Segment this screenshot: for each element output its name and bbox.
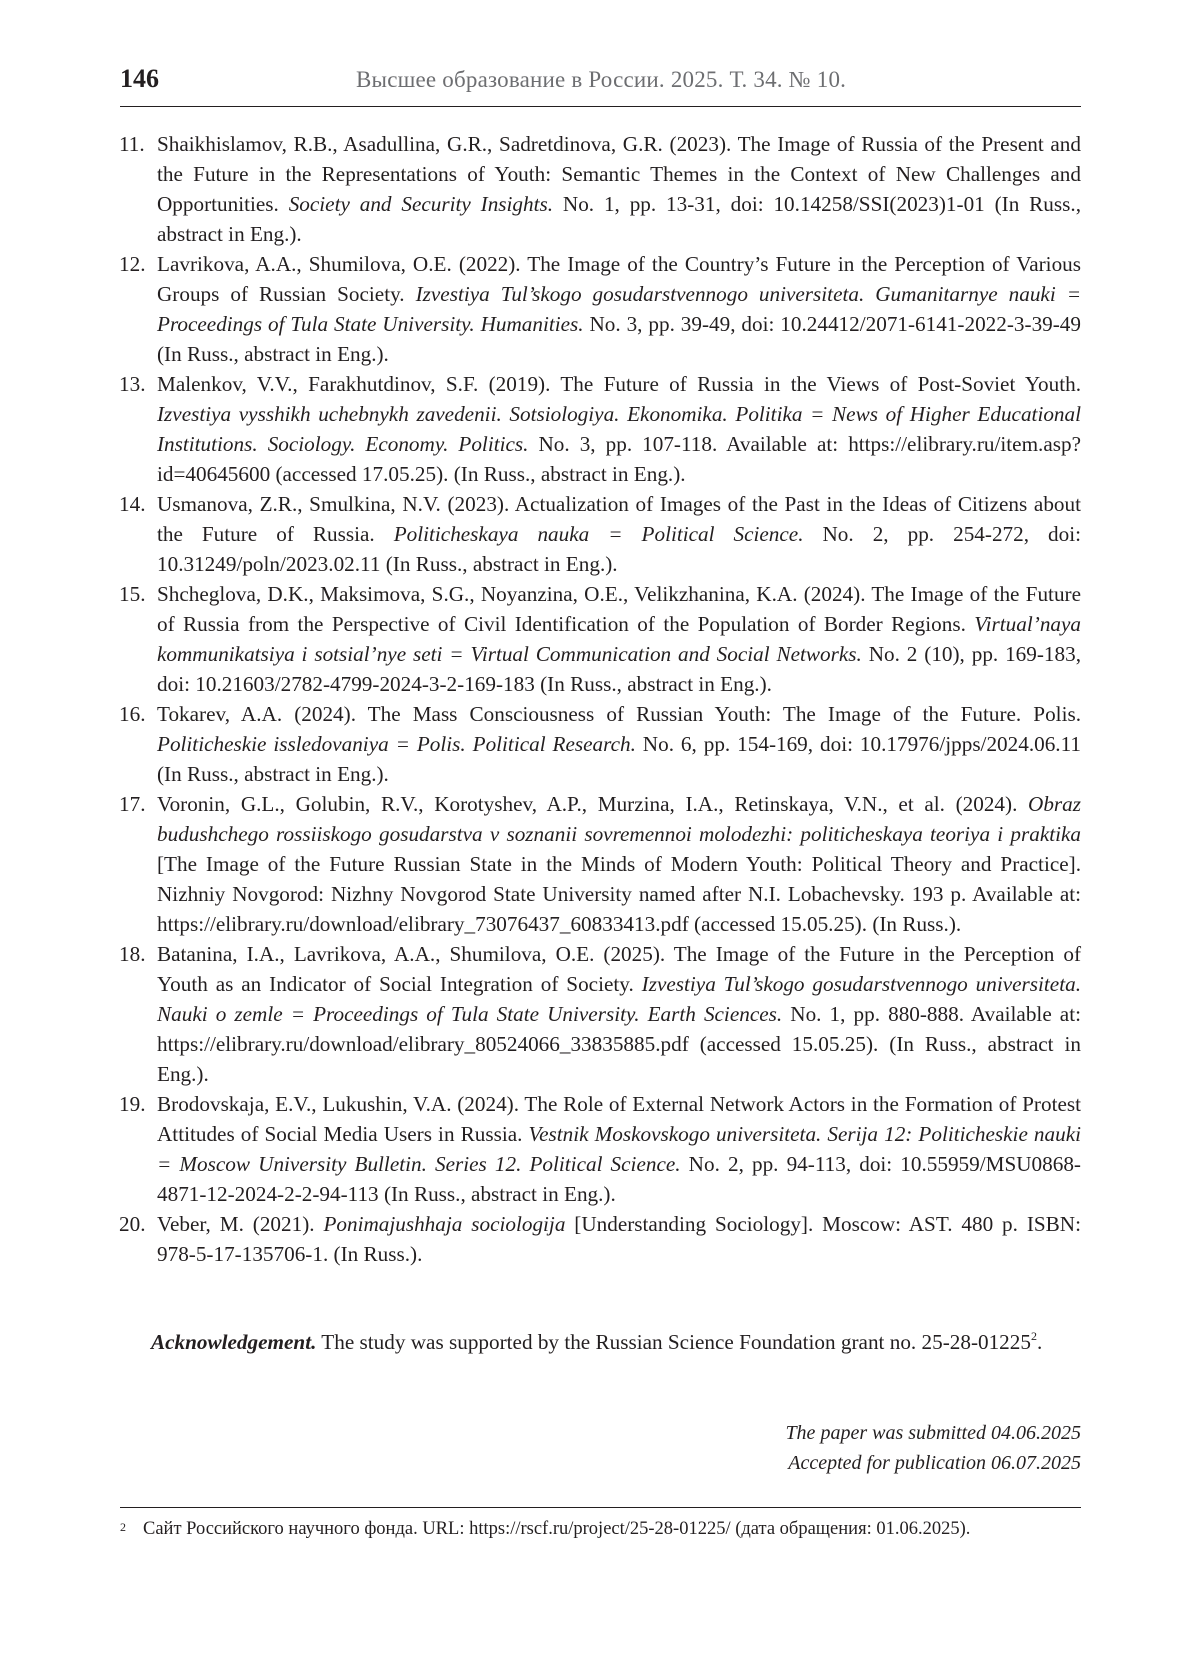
acknowledgement <box>120 1327 1081 1357</box>
acknowledgement-end: . <box>1036 1330 1043 1354</box>
reference-source-title: Politicheskie issledovaniya = Polis. Political Research. <box>157 732 636 756</box>
reference-number: 18. <box>119 942 146 966</box>
accepted-date: Accepted for publication 06.07.2025 <box>788 1452 1081 1474</box>
reference-number: 16. <box>119 702 146 726</box>
reference-text: Malenkov, V.V., Farakhutdinov, S.F. (2019). The Future of Russia in the Views of Post-Soviet Youth. <box>157 372 1081 396</box>
reference-details: No. 1, pp. 13-31, doi: 10.14258/SSI(2023)1-01 (In Russ., abstract in Eng.). <box>157 192 1081 246</box>
reference-item <box>120 579 1081 699</box>
footnote-mark: 2 <box>120 1520 126 1534</box>
submitted-date: The paper was submitted 04.06.2025 <box>785 1422 1081 1444</box>
reference-item <box>120 699 1081 789</box>
reference-item <box>120 939 1081 1089</box>
acknowledgement-text: The study was supported by the Russian Science Foundation grant no. 25-28-01225 <box>316 1330 1031 1354</box>
reference-list <box>120 129 1081 1269</box>
reference-number: 17. <box>119 792 146 816</box>
publication-dates <box>785 1418 1081 1478</box>
footnote-text: Сайт Российского научного фонда. URL: https://rscf.ru/project/25-28-01225/ (дата обращения: 01.06.2025). <box>143 1519 971 1539</box>
footnote <box>120 1516 1081 1542</box>
reference-item <box>120 1209 1081 1269</box>
reference-item <box>120 369 1081 489</box>
reference-source-title: Ponimajushhaja sociologija <box>323 1212 566 1236</box>
reference-source-title: Virtual’naya kommunikatsiya i sotsial’nye seti = Virtual Communication and Social Networks. <box>157 612 1081 666</box>
reference-text: Shaikhislamov, R.B., Asadullina, G.R., Sadretdinova, G.R. (2023). The Image of Russia of the Present and the Future in the Representations of Youth: Semantic Themes in the Context of New Challenges and Opportunities. <box>157 132 1081 216</box>
reference-item <box>120 249 1081 369</box>
reference-text: Batanina, I.A., Lavrikova, A.A., Shumilova, O.E. (2025). The Image of the Future in the Perception of Youth as an Indicator of Social Integration of Society. <box>157 942 1081 996</box>
running-title: Высшее образование в России. 2025. Т. 34. № 10. <box>356 67 847 92</box>
reference-item <box>120 1089 1081 1209</box>
reference-details: [The Image of the Future Russian State in the Minds of Modern Youth: Political Theory and Practice]. Nizhniy Novgorod: Nizhny Novgorod State University named after N.I. Lobachevsky. 193 p. Available at: https://elibrary.ru/download/elibrary_73076437_60833413.pdf (accessed 15.05.25). (In Russ.). <box>157 852 1081 936</box>
reference-source-title: Izvestiya vysshikh uchebnykh zavedenii. Sotsiologiya. Ekonomika. Politika = News of Higher Educational Institutions. Sociology. Economy. Politics. <box>157 402 1081 456</box>
reference-number: 11. <box>119 132 145 156</box>
reference-text: Lavrikova, A.A., Shumilova, O.E. (2022). The Image of the Country’s Future in the Perception of Various Groups of Russian Society. <box>157 252 1081 306</box>
reference-source-title: Izvestiya Tul’skogo gosudarstvennogo universiteta. Gumanitarnye nauki = Proceedings of Tula State University. Humanities. <box>157 282 1081 336</box>
reference-item <box>120 789 1081 939</box>
page-header <box>120 62 1081 107</box>
reference-number: 19. <box>119 1092 146 1116</box>
reference-number: 12. <box>119 252 146 276</box>
reference-text: Voronin, G.L., Golubin, R.V., Korotyshev, A.P., Murzina, I.A., Retinskaya, V.N., et al. (2024). <box>157 792 1029 816</box>
reference-item <box>120 129 1081 249</box>
acknowledgement-label: Acknowledgement. <box>151 1330 317 1354</box>
reference-details: No. 2, pp. 254-272, doi: 10.31249/poln/2023.02.11 (In Russ., abstract in Eng.). <box>157 522 1081 576</box>
reference-item <box>120 489 1081 579</box>
page-number: 146 <box>120 64 159 93</box>
reference-details: No. 2, pp. 94-113, doi: 10.55959/MSU0868-4871-12-2024-2-2-94-113 (In Russ., abstract in Eng.). <box>157 1152 1081 1206</box>
reference-source-title: Vestnik Moskovskogo universiteta. Serija 12: Politicheskie nauki = Moscow University Bulletin. Series 12. Political Science. <box>157 1122 1081 1176</box>
reference-source-title: Society and Security Insights. <box>288 192 554 216</box>
reference-text: Tokarev, A.A. (2024). The Mass Consciousness of Russian Youth: The Image of the Future. Polis. <box>157 702 1081 726</box>
reference-source-title: Politicheskaya nauka = Political Science. <box>393 522 804 546</box>
footnote-reference[interactable]: 2 <box>1030 1329 1037 1343</box>
reference-text: Shcheglova, D.K., Maksimova, S.G., Noyanzina, O.E., Velikzhanina, K.A. (2024). The Image of the Future of Russia from the Perspective of Civil Identification of the Population of Border Regions. <box>157 582 1081 636</box>
reference-text: Veber, M. (2021). <box>157 1212 324 1236</box>
reference-number: 14. <box>119 492 146 516</box>
reference-text: Usmanova, Z.R., Smulkina, N.V. (2023). Actualization of Images of the Past in the Ideas of Citizens about the Future of Russia. <box>157 492 1081 546</box>
reference-details: No. 3, pp. 107-118. Available at: https://elibrary.ru/item.asp?id=40645600 (accessed 17.05.25). (In Russ., abstract in Eng.). <box>157 432 1081 486</box>
footnote-divider <box>120 1507 1081 1508</box>
reference-source-title: Obraz budushchego rossiiskogo gosudarstva v soznanii sovremennoi molodezhi: politicheskaya teoriya i praktika <box>157 792 1081 846</box>
reference-number: 20. <box>119 1212 146 1236</box>
reference-details: No. 6, pp. 154-169, doi: 10.17976/jpps/2024.06.11 (In Russ., abstract in Eng.). <box>157 732 1082 786</box>
reference-number: 13. <box>119 372 146 396</box>
reference-details: [Understanding Sociology]. Moscow: AST. 480 p. ISBN: 978-5-17-135706-1. (In Russ.). <box>157 1212 1081 1266</box>
reference-details: No. 3, pp. 39-49, doi: 10.24412/2071-6141-2022-3-39-49 (In Russ., abstract in Eng.). <box>157 312 1081 366</box>
reference-number: 15. <box>119 582 146 606</box>
reference-details: No. 2 (10), pp. 169-183, doi: 10.21603/2782-4799-2024-3-2-169-183 (In Russ., abstract in Eng.). <box>157 642 1082 696</box>
reference-text: Brodovskaja, E.V., Lukushin, V.A. (2024). The Role of External Network Actors in the Formation of Protest Attitudes of Social Media Users in Russia. <box>157 1092 1081 1146</box>
reference-details: No. 1, pp. 880-888. Available at: https://elibrary.ru/download/elibrary_80524066_33835885.pdf (accessed 15.05.25). (In Russ., abstract in Eng.). <box>157 1002 1081 1086</box>
reference-source-title: Izvestiya Tul’skogo gosudarstvennogo universiteta. Nauki o zemle = Proceedings of Tula State University. Earth Sciences. <box>157 972 1081 1026</box>
